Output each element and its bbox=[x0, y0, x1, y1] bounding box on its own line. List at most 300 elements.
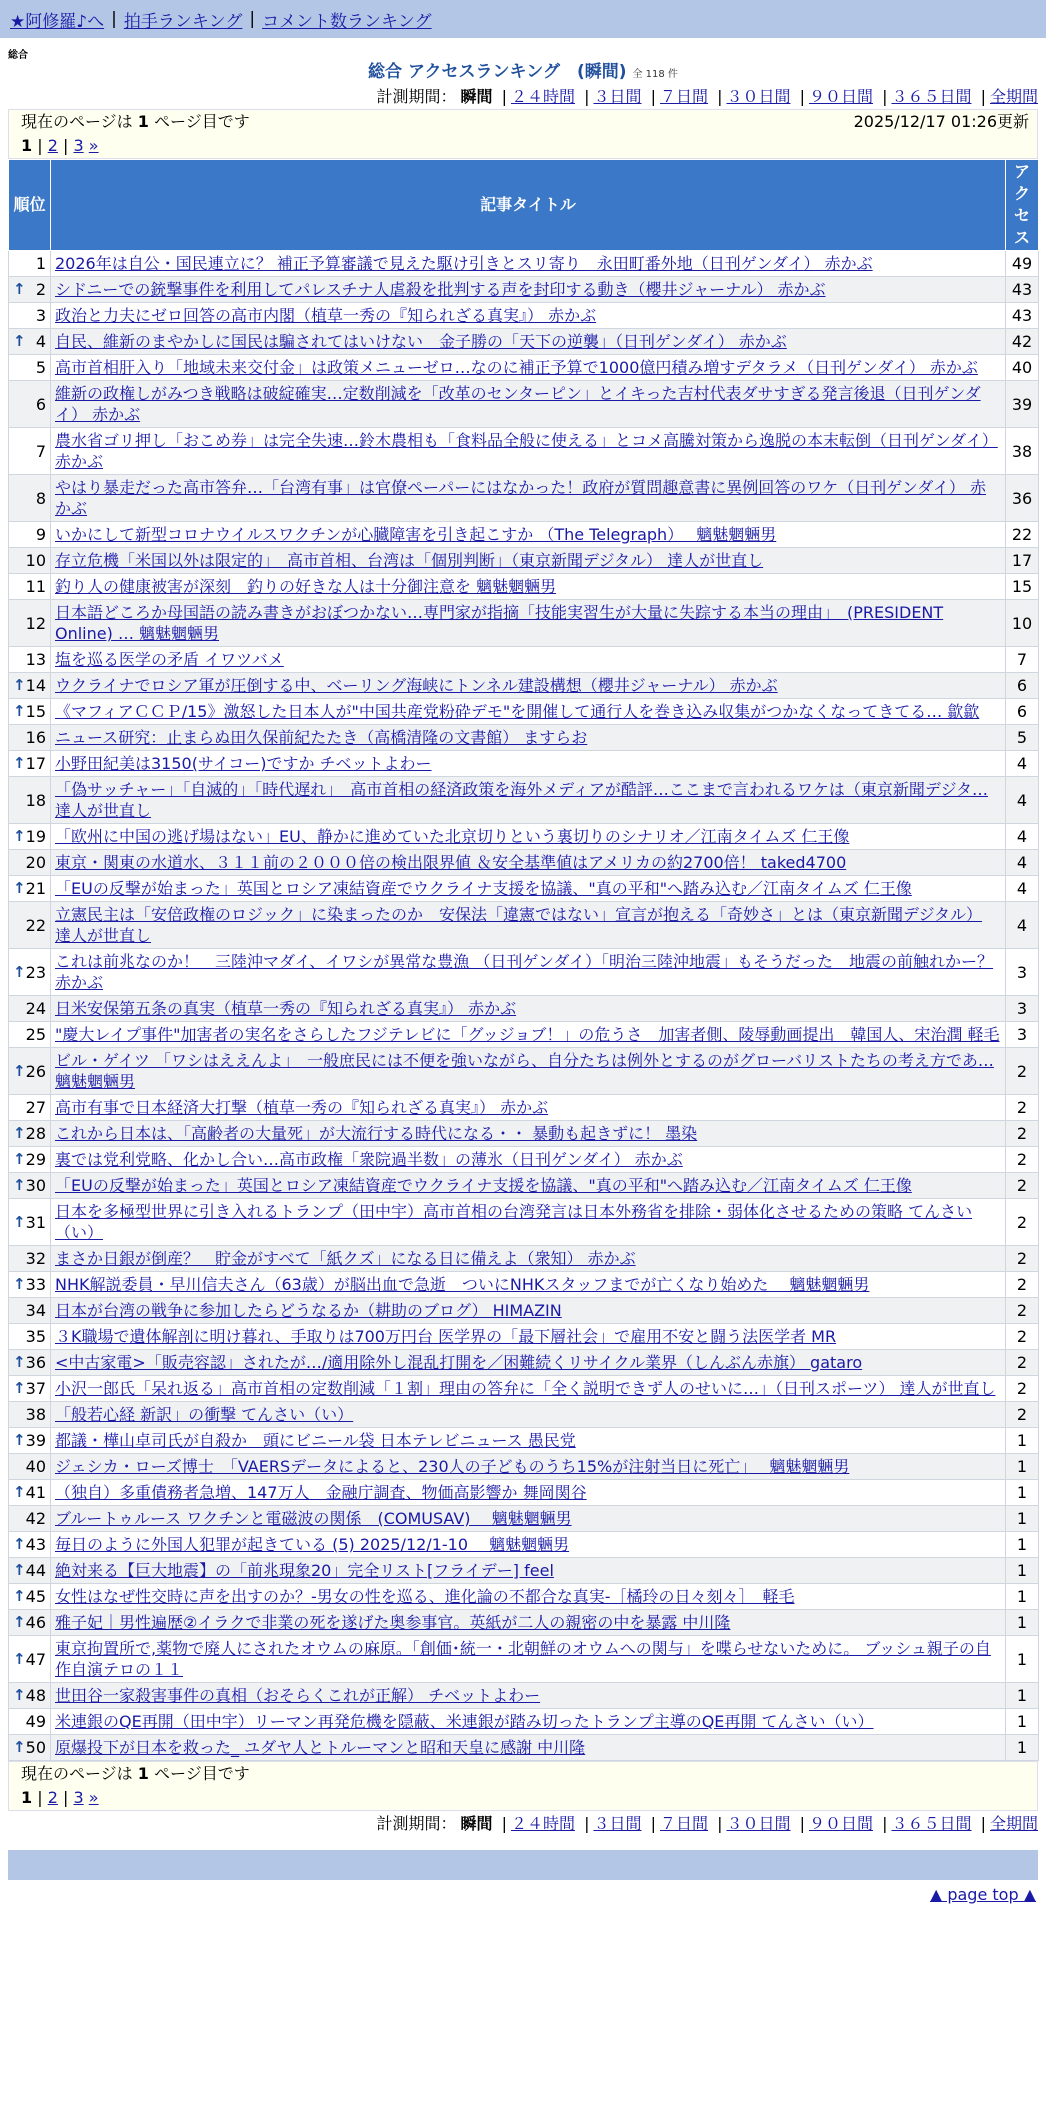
up-arrow-icon: ↑ bbox=[13, 676, 26, 694]
article-title-link[interactable]: 日本が台湾の戦争に参加したらどうなるか（耕助のブログ） HIMAZIN bbox=[55, 1301, 562, 1320]
page-top-link[interactable]: ▲ page top ▲ bbox=[929, 1885, 1036, 1904]
access-count: 2 bbox=[1006, 1246, 1039, 1272]
page-link-3[interactable]: 3 bbox=[73, 1788, 84, 1807]
period-link-30d[interactable]: ３０日間 bbox=[726, 87, 791, 106]
title-cell bbox=[51, 1246, 1006, 1272]
period-selector-bottom bbox=[0, 1811, 1046, 1836]
rank-number: 3 bbox=[35, 306, 46, 325]
article-title-link[interactable]: やはり暴走だった高市答弁…「台湾有事」は官僚ペーパーにはなかった！政府が質問趣意書に異例回答のワケ（日刊ゲンダイ） 赤かぶ bbox=[55, 478, 987, 518]
table-row bbox=[9, 647, 1039, 673]
article-title-link[interactable]: 毎日のように外国人犯罪が起きている (5) 2025/12/1-10 魑魅魍魎男 bbox=[55, 1535, 570, 1554]
article-title-link[interactable]: 《マフィアＣＣＰ/15》激怒した日本人が"中国共産党粉砕デモ"を開催して通行人を巻き込み収集がつかなくなってきてる… 歙歙 bbox=[55, 702, 980, 721]
rank-number: 10 bbox=[25, 551, 46, 570]
rank-number: 44 bbox=[25, 1561, 46, 1580]
rank-cell bbox=[9, 600, 51, 647]
article-title-link[interactable]: 高市有事で日本経済大打撃（植草一秀の『知られざる真実』） 赤かぶ bbox=[55, 1098, 549, 1117]
col-header-title: 記事タイトル bbox=[51, 160, 1006, 251]
rank-cell bbox=[9, 1199, 51, 1246]
ranking-table bbox=[8, 159, 1039, 1761]
rank-cell bbox=[9, 381, 51, 428]
access-count: 4 bbox=[1006, 850, 1039, 876]
title-cell bbox=[51, 751, 1006, 777]
table-row bbox=[9, 1402, 1039, 1428]
access-count: 3 bbox=[1006, 949, 1039, 996]
title-cell bbox=[51, 1173, 1006, 1199]
nav-separator: | bbox=[249, 9, 256, 29]
rank-number: 14 bbox=[25, 676, 46, 695]
period-link-3d[interactable]: ３日間 bbox=[593, 1814, 642, 1833]
table-row bbox=[9, 824, 1039, 850]
page-link-2[interactable]: 2 bbox=[47, 1788, 58, 1807]
access-count: 43 bbox=[1006, 277, 1039, 303]
rank-number: 24 bbox=[25, 999, 46, 1018]
title-cell bbox=[51, 475, 1006, 522]
period-link-24h[interactable]: ２４時間 bbox=[510, 87, 575, 106]
page-separator: | bbox=[37, 1788, 43, 1807]
article-title-link[interactable]: 「偽サッチャー」「自滅的」「時代遅れ」 高市首相の経済政策を海外メディアが酷評…ここまで言われるワケは（東京新聞デジタ… 達人が世直し bbox=[55, 780, 988, 820]
rank-number: 41 bbox=[25, 1483, 46, 1502]
article-title-link[interactable]: 米連銀のQE再開（田中宇）リーマン再発危機を隠蔽、米連銀が踏み切ったトランプ主導のQE再開 てんさい（い） bbox=[55, 1712, 874, 1731]
page-next-link[interactable]: » bbox=[88, 136, 99, 155]
title-cell bbox=[51, 1584, 1006, 1610]
access-count: 6 bbox=[1006, 673, 1039, 699]
period-link-3d[interactable]: ３日間 bbox=[593, 87, 642, 106]
table-row bbox=[9, 381, 1039, 428]
access-count: 2 bbox=[1006, 1376, 1039, 1402]
rank-cell bbox=[9, 1454, 51, 1480]
title-cell bbox=[51, 277, 1006, 303]
rank-cell bbox=[9, 673, 51, 699]
rank-cell bbox=[9, 1402, 51, 1428]
article-title-link[interactable]: まさか日銀が倒産？ 貯金がすべて「紙クズ」になる日に備えよ（衆知） 赤かぶ bbox=[55, 1249, 636, 1268]
up-arrow-icon: ↑ bbox=[13, 1124, 26, 1142]
table-row bbox=[9, 1454, 1039, 1480]
rank-cell bbox=[9, 1324, 51, 1350]
access-count: 39 bbox=[1006, 381, 1039, 428]
title-cell bbox=[51, 1683, 1006, 1709]
article-title-link[interactable]: ビル・ゲイツ 「ワシはええんよ」 一般庶民には不便を強いながら、自分たちは例外とするのがグローバリストたちの考え方であ… 魑魅魍魎男 bbox=[55, 1051, 994, 1091]
table-row bbox=[9, 1709, 1039, 1735]
article-title-link[interactable]: 小野田紀美は3150(サイコー)ですか チベットよわー bbox=[55, 754, 432, 773]
page-links bbox=[21, 1786, 1025, 1810]
period-link-365d[interactable]: ３６５日間 bbox=[891, 87, 972, 106]
rank-number: 43 bbox=[25, 1535, 46, 1554]
table-row bbox=[9, 522, 1039, 548]
article-title-link[interactable]: 世田谷一家殺害事件の真相（おそらくこれが正解） チベットよわー bbox=[55, 1686, 541, 1705]
table-row bbox=[9, 574, 1039, 600]
table-row bbox=[9, 949, 1039, 996]
title-cell bbox=[51, 876, 1006, 902]
rank-number: 33 bbox=[25, 1275, 46, 1294]
access-count: 2 bbox=[1006, 1173, 1039, 1199]
rank-cell bbox=[9, 475, 51, 522]
rank-number: 25 bbox=[25, 1025, 46, 1044]
rank-number: 50 bbox=[25, 1738, 46, 1757]
rank-cell bbox=[9, 548, 51, 574]
title-cell bbox=[51, 1610, 1006, 1636]
table-row bbox=[9, 673, 1039, 699]
article-title-link[interactable]: これは前兆なのか！ 三陸沖マダイ、イワシが異常な豊漁 （日刊ゲンダイ）「明治三陸沖地震」もそうだった 地震の前触れかー？ 赤かぶ bbox=[55, 952, 994, 992]
period-separator: | bbox=[717, 1814, 723, 1833]
article-title-link[interactable]: 釣り人の健康被害が深刻 釣りの好きな人は十分御注意を 魑魅魍魎男 bbox=[55, 577, 557, 596]
nav-comment-ranking-link[interactable]: コメント数ランキング bbox=[262, 11, 432, 32]
rank-number: 26 bbox=[25, 1061, 46, 1081]
article-title-link[interactable]: ニュース研究：止まらぬ田久保前紀たたき（高橋清隆の文書館） ますらお bbox=[55, 728, 588, 747]
access-count: 4 bbox=[1006, 751, 1039, 777]
table-row bbox=[9, 1246, 1039, 1272]
up-arrow-icon: ↑ bbox=[13, 1150, 26, 1168]
table-row bbox=[9, 251, 1039, 277]
access-count: 10 bbox=[1006, 600, 1039, 647]
period-separator: | bbox=[799, 1814, 805, 1833]
access-count: 17 bbox=[1006, 548, 1039, 574]
title-cell bbox=[51, 1324, 1006, 1350]
title-cell bbox=[51, 777, 1006, 824]
access-count: 6 bbox=[1006, 699, 1039, 725]
page-separator: | bbox=[63, 136, 69, 155]
period-link-all[interactable]: 全期間 bbox=[989, 87, 1038, 106]
article-title-link[interactable]: 絶対来る【巨大地震】の「前兆現象20」完全リスト[フライデー] feel bbox=[55, 1561, 554, 1580]
rank-number: 20 bbox=[25, 853, 46, 872]
page-separator: | bbox=[37, 136, 43, 155]
article-title-link[interactable]: 東京・関東の水道水、３１１前の２０００倍の検出限界値 ＆安全基準値はアメリカの約2700倍！ taked4700 bbox=[55, 853, 847, 872]
period-link-30d[interactable]: ３０日間 bbox=[726, 1814, 791, 1833]
rank-number: 5 bbox=[35, 358, 46, 377]
rank-number: 6 bbox=[35, 394, 46, 414]
article-title-link[interactable]: 小沢一郎氏「呆れ返る」高市首相の定数削減「１割」理由の答弁に「全く説明できず人のせいに…」（日刊スポーツ） 達人が世直し bbox=[55, 1379, 996, 1398]
table-row bbox=[9, 876, 1039, 902]
title-cell bbox=[51, 902, 1006, 949]
rank-cell bbox=[9, 522, 51, 548]
rank-number: 47 bbox=[25, 1649, 46, 1669]
article-title-link[interactable]: （独自）多重債務者急増、147万人 金融庁調査、物価高影響か 舞岡関谷 bbox=[55, 1483, 587, 1502]
rank-cell bbox=[9, 1022, 51, 1048]
page-top-container bbox=[0, 1880, 1046, 1910]
period-link-90d[interactable]: ９０日間 bbox=[808, 1814, 873, 1833]
access-count: 49 bbox=[1006, 251, 1039, 277]
title-cell bbox=[51, 303, 1006, 329]
rank-cell bbox=[9, 1735, 51, 1761]
total-count: 全 118 件 bbox=[632, 69, 678, 80]
article-title-link[interactable]: 塩を巡る医学の矛盾 イワツバメ bbox=[55, 650, 284, 669]
rank-cell bbox=[9, 850, 51, 876]
rank-cell bbox=[9, 1298, 51, 1324]
rank-cell bbox=[9, 876, 51, 902]
period-separator: | bbox=[717, 87, 723, 106]
article-title-link[interactable]: 自民、維新のまやかしに国民は騙されてはいけない 金子勝の「天下の逆襲」（日刊ゲンダイ） 赤かぶ bbox=[55, 332, 787, 351]
rank-cell bbox=[9, 1147, 51, 1173]
rank-number: 11 bbox=[25, 577, 46, 596]
rank-number: 27 bbox=[25, 1098, 46, 1117]
table-row bbox=[9, 475, 1039, 522]
rank-number: 29 bbox=[25, 1150, 46, 1169]
up-arrow-icon: ↑ bbox=[13, 1561, 26, 1579]
access-count: 43 bbox=[1006, 303, 1039, 329]
access-count: 7 bbox=[1006, 647, 1039, 673]
period-link-7d[interactable]: ７日間 bbox=[659, 1814, 708, 1833]
rank-number: 32 bbox=[25, 1249, 46, 1268]
table-row bbox=[9, 1324, 1039, 1350]
period-current: 瞬間 bbox=[460, 1814, 493, 1833]
table-row bbox=[9, 600, 1039, 647]
rank-number: 2 bbox=[35, 280, 46, 299]
access-count: 1 bbox=[1006, 1480, 1039, 1506]
current-page-num: 1 bbox=[137, 112, 149, 131]
table-row bbox=[9, 355, 1039, 381]
page-links bbox=[21, 134, 1025, 158]
period-selector-top bbox=[0, 84, 1046, 109]
access-count: 1 bbox=[1006, 1454, 1039, 1480]
article-title-link[interactable]: いかにして新型コロナウイルスワクチンが心臓障害を引き起こすか （The Telegraph） 魑魅魍魎男 bbox=[55, 525, 777, 544]
up-arrow-icon: ↑ bbox=[13, 702, 26, 720]
top-nav-bar bbox=[0, 0, 1046, 38]
table-row bbox=[9, 1173, 1039, 1199]
period-separator: | bbox=[584, 87, 590, 106]
page-link-1: 1 bbox=[21, 136, 33, 155]
page-separator: | bbox=[63, 1788, 69, 1807]
article-title-link[interactable]: ウクライナでロシア軍が圧倒する中、ベーリング海峡にトンネル建設構想（櫻井ジャーナル） 赤かぶ bbox=[55, 676, 778, 695]
page-link-3[interactable]: 3 bbox=[73, 136, 84, 155]
title-cell bbox=[51, 1048, 1006, 1095]
table-row bbox=[9, 1480, 1039, 1506]
rank-number: 39 bbox=[25, 1431, 46, 1450]
access-count: 3 bbox=[1006, 996, 1039, 1022]
current-page-pre: 現在のページは bbox=[21, 1764, 138, 1783]
table-row bbox=[9, 1272, 1039, 1298]
article-title-link[interactable]: 2026年は自公・国民連立に？ 補正予算審議で見えた駆け引きとスリ寄り 永田町番外地（日刊ゲンダイ） 赤かぶ bbox=[55, 254, 873, 273]
access-count: 2 bbox=[1006, 1095, 1039, 1121]
table-row bbox=[9, 1199, 1039, 1246]
pager-bottom bbox=[8, 1761, 1038, 1811]
rank-cell bbox=[9, 303, 51, 329]
article-title-link[interactable]: 日本語どころか母国語の読み書きがおぼつかない…専門家が指摘「技能実習生が大量に失踪する本当の理由」 (PRESIDENT Online) … 魑魅魍魎男 bbox=[55, 603, 944, 643]
access-count: 1 bbox=[1006, 1709, 1039, 1735]
access-count: 4 bbox=[1006, 777, 1039, 824]
access-count: 42 bbox=[1006, 329, 1039, 355]
title-cell bbox=[51, 1199, 1006, 1246]
access-count: 1 bbox=[1006, 1428, 1039, 1454]
title-cell bbox=[51, 1428, 1006, 1454]
article-title-link[interactable]: NHK解説委員・早川信夫さん（63歳）が脳出血で急逝 ついにNHKスタッフまでが亡くなり始めた 魑魅魍魎男 bbox=[55, 1275, 870, 1294]
title-cell bbox=[51, 1147, 1006, 1173]
table-row bbox=[9, 1558, 1039, 1584]
period-link-all[interactable]: 全期間 bbox=[989, 1814, 1038, 1833]
article-title-link[interactable]: 立憲民主は「安倍政権のロジック」に染まったのか 安保法「違憲ではない」宣言が抱える「奇妙さ」とは（東京新聞デジタル） 達人が世直し bbox=[55, 905, 983, 945]
section-tag: 総合 bbox=[8, 50, 28, 61]
rank-number: 31 bbox=[25, 1212, 46, 1232]
article-title-link[interactable]: 原爆投下が日本を救った_ ユダヤ人とトルーマンと昭和天皇に感謝 中川隆 bbox=[55, 1738, 586, 1757]
article-title-link[interactable]: 日本を多極型世界に引き入れるトランプ（田中宇）高市首相の台湾発言は日本外務省を排除・弱体化させるための策略 てんさい（い） bbox=[55, 1202, 973, 1242]
article-title-link[interactable]: 東京拘置所で,薬物で廃人にされたオウムの麻原。「創価･統一・北朝鮮のオウムへの関与」を喋らせないために。 ブッシュ親子の自作自演テロの１１ bbox=[55, 1639, 991, 1679]
article-title-link[interactable]: ブルートゥルース ワクチンと電磁波の関係 (COMUSAV) 魑魅魍魎男 bbox=[55, 1509, 572, 1528]
up-arrow-icon: ↑ bbox=[13, 754, 26, 772]
rank-cell bbox=[9, 949, 51, 996]
article-title-link[interactable]: 日米安保第五条の真実（植草一秀の『知られざる真実』） 赤かぶ bbox=[55, 999, 517, 1018]
page-next-link[interactable]: » bbox=[88, 1788, 99, 1807]
article-title-link[interactable]: 維新の政権しがみつき戦略は破綻確実…定数削減を「改革のセンターピン」とイキった吉村代表ダサすぎる発言後退（日刊ゲンダイ） 赤かぶ bbox=[55, 384, 981, 424]
rank-number: 12 bbox=[25, 613, 46, 633]
title-cell bbox=[51, 600, 1006, 647]
article-title-link[interactable]: 「EUの反撃が始まった」英国とロシア凍結資産でウクライナ支援を協議、"真の平和"へ踏み込む／江南タイムズ 仁王像 bbox=[55, 879, 912, 898]
rank-cell bbox=[9, 1121, 51, 1147]
rank-cell bbox=[9, 1532, 51, 1558]
table-row bbox=[9, 1428, 1039, 1454]
access-count: 1 bbox=[1006, 1532, 1039, 1558]
rank-number: 38 bbox=[25, 1405, 46, 1424]
title-cell bbox=[51, 1121, 1006, 1147]
title-cell bbox=[51, 850, 1006, 876]
article-title-link[interactable]: 「欧州に中国の逃げ場はない」EU、静かに進めていた北京切りという裏切りのシナリオ／江南タイムズ 仁王像 bbox=[55, 827, 850, 846]
article-title-link[interactable]: ジェシカ・ローズ博士 「VAERSデータによると、230人の子どものうち15%が注射当日に死亡」 魑魅魍魎男 bbox=[55, 1457, 850, 1476]
period-separator: | bbox=[501, 1814, 507, 1833]
table-row bbox=[9, 1022, 1039, 1048]
nav-separator: | bbox=[111, 9, 117, 29]
up-arrow-icon: ↑ bbox=[13, 1649, 26, 1668]
rank-cell bbox=[9, 1636, 51, 1683]
article-title-link[interactable]: 政治と力夫にゼロ回答の高市内閣（植草一秀の『知られざる真実』） 赤かぶ bbox=[55, 306, 597, 325]
rank-number: 37 bbox=[25, 1379, 46, 1398]
period-link-90d[interactable]: ９０日間 bbox=[808, 87, 873, 106]
rank-cell bbox=[9, 777, 51, 824]
rank-cell bbox=[9, 1095, 51, 1121]
rank-cell bbox=[9, 329, 51, 355]
title-cell bbox=[51, 522, 1006, 548]
rank-cell bbox=[9, 1610, 51, 1636]
title-cell bbox=[51, 251, 1006, 277]
rank-cell bbox=[9, 751, 51, 777]
table-row bbox=[9, 751, 1039, 777]
rank-number: 1 bbox=[35, 254, 46, 273]
period-separator: | bbox=[882, 87, 888, 106]
table-row bbox=[9, 850, 1039, 876]
rank-cell bbox=[9, 1246, 51, 1272]
rank-cell bbox=[9, 1709, 51, 1735]
table-row bbox=[9, 1610, 1039, 1636]
rank-cell bbox=[9, 996, 51, 1022]
table-row bbox=[9, 1376, 1039, 1402]
current-page-post: ページ目です bbox=[148, 112, 250, 131]
rank-number: 45 bbox=[25, 1587, 46, 1606]
article-title-link[interactable]: <中古家電>「販売容認」されたが…/適用除外し混乱打開を／困難続くリサイクル業界（しんぶん赤旗） gataro bbox=[55, 1353, 863, 1372]
rank-cell bbox=[9, 355, 51, 381]
up-arrow-icon: ↑ bbox=[13, 1613, 26, 1631]
table-row bbox=[9, 1147, 1039, 1173]
up-arrow-icon: ↑ bbox=[13, 1483, 26, 1501]
access-count: 2 bbox=[1006, 1272, 1039, 1298]
page-title bbox=[0, 60, 1046, 84]
rank-number: 18 bbox=[25, 790, 46, 810]
title-cell bbox=[51, 1350, 1006, 1376]
rank-cell bbox=[9, 428, 51, 475]
access-count: 2 bbox=[1006, 1147, 1039, 1173]
article-title-link[interactable]: 高市首相肝入り「地域未来交付金」は政策メニューゼロ…なのに補正予算で1000億円積み増すデタラメ（日刊ゲンダイ） 赤かぶ bbox=[55, 358, 978, 377]
rank-cell bbox=[9, 1558, 51, 1584]
nav-home-link[interactable]: ★阿修羅♪へ bbox=[10, 11, 105, 32]
table-row bbox=[9, 1506, 1039, 1532]
up-arrow-icon: ↑ bbox=[13, 1275, 26, 1293]
title-cell bbox=[51, 1709, 1006, 1735]
title-cell bbox=[51, 1298, 1006, 1324]
period-separator: | bbox=[584, 1814, 590, 1833]
table-row bbox=[9, 996, 1039, 1022]
period-separator: | bbox=[980, 1814, 986, 1833]
rank-number: 49 bbox=[25, 1712, 46, 1731]
up-arrow-icon: ↑ bbox=[13, 1212, 26, 1231]
rank-number: 9 bbox=[35, 525, 46, 544]
title-cell bbox=[51, 1558, 1006, 1584]
rank-number: 42 bbox=[25, 1509, 46, 1528]
rank-number: 30 bbox=[25, 1176, 46, 1195]
period-separator: | bbox=[980, 87, 986, 106]
title-cell bbox=[51, 1272, 1006, 1298]
ranking-table-body bbox=[9, 251, 1039, 1761]
page-title-text: 総合 アクセスランキング (瞬間) bbox=[368, 62, 627, 82]
access-count: 36 bbox=[1006, 475, 1039, 522]
updated-timestamp: 2025/12/17 01:26更新 bbox=[853, 112, 1029, 131]
access-count: 3 bbox=[1006, 1022, 1039, 1048]
article-title-link[interactable]: 存立危機「米国以外は限定的」 高市首相、台湾は「個別判断」（東京新聞デジタル） 達人が世直し bbox=[55, 551, 764, 570]
article-title-link[interactable]: 農水省ゴリ押し「おこめ券」は完全失速…鈴木農相も「食料品全般に使える」とコメ高騰対策から逸脱の本末転倒（日刊ゲンダイ） 赤かぶ bbox=[55, 431, 998, 471]
table-row bbox=[9, 548, 1039, 574]
table-row bbox=[9, 1121, 1039, 1147]
article-title-link[interactable]: 女性はなぜ性交時に声を出すのか？-男女の性を巡る、進化論の不都合な真実-［橘玲の日々刻々］ 軽毛 bbox=[55, 1587, 795, 1606]
rank-cell bbox=[9, 1584, 51, 1610]
rank-cell bbox=[9, 277, 51, 303]
rank-cell bbox=[9, 1272, 51, 1298]
rank-number: 4 bbox=[35, 332, 46, 351]
title-cell bbox=[51, 949, 1006, 996]
rank-number: 19 bbox=[25, 827, 46, 846]
up-arrow-icon: ↑ bbox=[13, 1738, 26, 1756]
table-row bbox=[9, 1048, 1039, 1095]
access-count: 4 bbox=[1006, 902, 1039, 949]
page-link-2[interactable]: 2 bbox=[47, 136, 58, 155]
table-row bbox=[9, 329, 1039, 355]
article-title-link[interactable]: これから日本は、「高齢者の大量死」が大流行する時代になる・・ 暴動も起きずに！ 墨染 bbox=[55, 1124, 698, 1143]
title-cell bbox=[51, 1095, 1006, 1121]
article-title-link[interactable]: 「EUの反撃が始まった」英国とロシア凍結資産でウクライナ支援を協議、"真の平和"へ踏み込む／江南タイムズ 仁王像 bbox=[55, 1176, 912, 1195]
table-row bbox=[9, 1095, 1039, 1121]
rank-cell bbox=[9, 1683, 51, 1709]
article-title-link[interactable]: シドニーでの銃撃事件を利用してパレスチナ人虐殺を批判する声を封印する動き（櫻井ジャーナル） 赤かぶ bbox=[55, 280, 826, 299]
title-cell bbox=[51, 647, 1006, 673]
access-count: 38 bbox=[1006, 428, 1039, 475]
table-row bbox=[9, 699, 1039, 725]
access-count: 2 bbox=[1006, 1199, 1039, 1246]
article-title-link[interactable]: "慶大レイプ事件"加害者の実名をさらしたフジテレビに「グッジョブ！」の危うさ 加害者側、陵辱動画提出 韓国人、宋治潤 軽毛 bbox=[55, 1025, 1000, 1044]
period-link-7d[interactable]: ７日間 bbox=[659, 87, 708, 106]
up-arrow-icon: ↑ bbox=[13, 879, 26, 897]
article-title-link[interactable]: 「般若心経 新訳」の衝撃 てんさい（い） bbox=[55, 1405, 354, 1424]
table-row bbox=[9, 1350, 1039, 1376]
access-count: 4 bbox=[1006, 876, 1039, 902]
access-count: 5 bbox=[1006, 725, 1039, 751]
article-title-link[interactable]: ３K職場で遺体解剖に明け暮れ、手取りは700万円台 医学界の「最下層社会」で雇用不安と闘う法医学者 MR bbox=[55, 1327, 837, 1346]
article-title-link[interactable]: 雅子妃｜男性遍歴②イラクで非業の死を遂げた奥参事官。英紙が二人の親密の中を暴露 中川隆 bbox=[55, 1613, 731, 1632]
period-separator: | bbox=[650, 1814, 656, 1833]
nav-clap-ranking-link[interactable]: 拍手ランキング bbox=[123, 11, 243, 32]
period-link-24h[interactable]: ２４時間 bbox=[510, 1814, 575, 1833]
period-separator: | bbox=[882, 1814, 888, 1833]
rank-number: 8 bbox=[35, 488, 46, 508]
title-cell bbox=[51, 699, 1006, 725]
rank-number: 13 bbox=[25, 650, 46, 669]
period-link-365d[interactable]: ３６５日間 bbox=[891, 1814, 972, 1833]
article-title-link[interactable]: 裏では党利党略、化かし合い…高市政権「衆院過半数」の薄氷（日刊ゲンダイ） 赤かぶ bbox=[55, 1150, 683, 1169]
title-cell bbox=[51, 824, 1006, 850]
title-cell bbox=[51, 1454, 1006, 1480]
article-title-link[interactable]: 都議・樺山卓司氏が自殺か 頭にビニール袋 日本テレビニュース 愚民党 bbox=[55, 1431, 576, 1450]
